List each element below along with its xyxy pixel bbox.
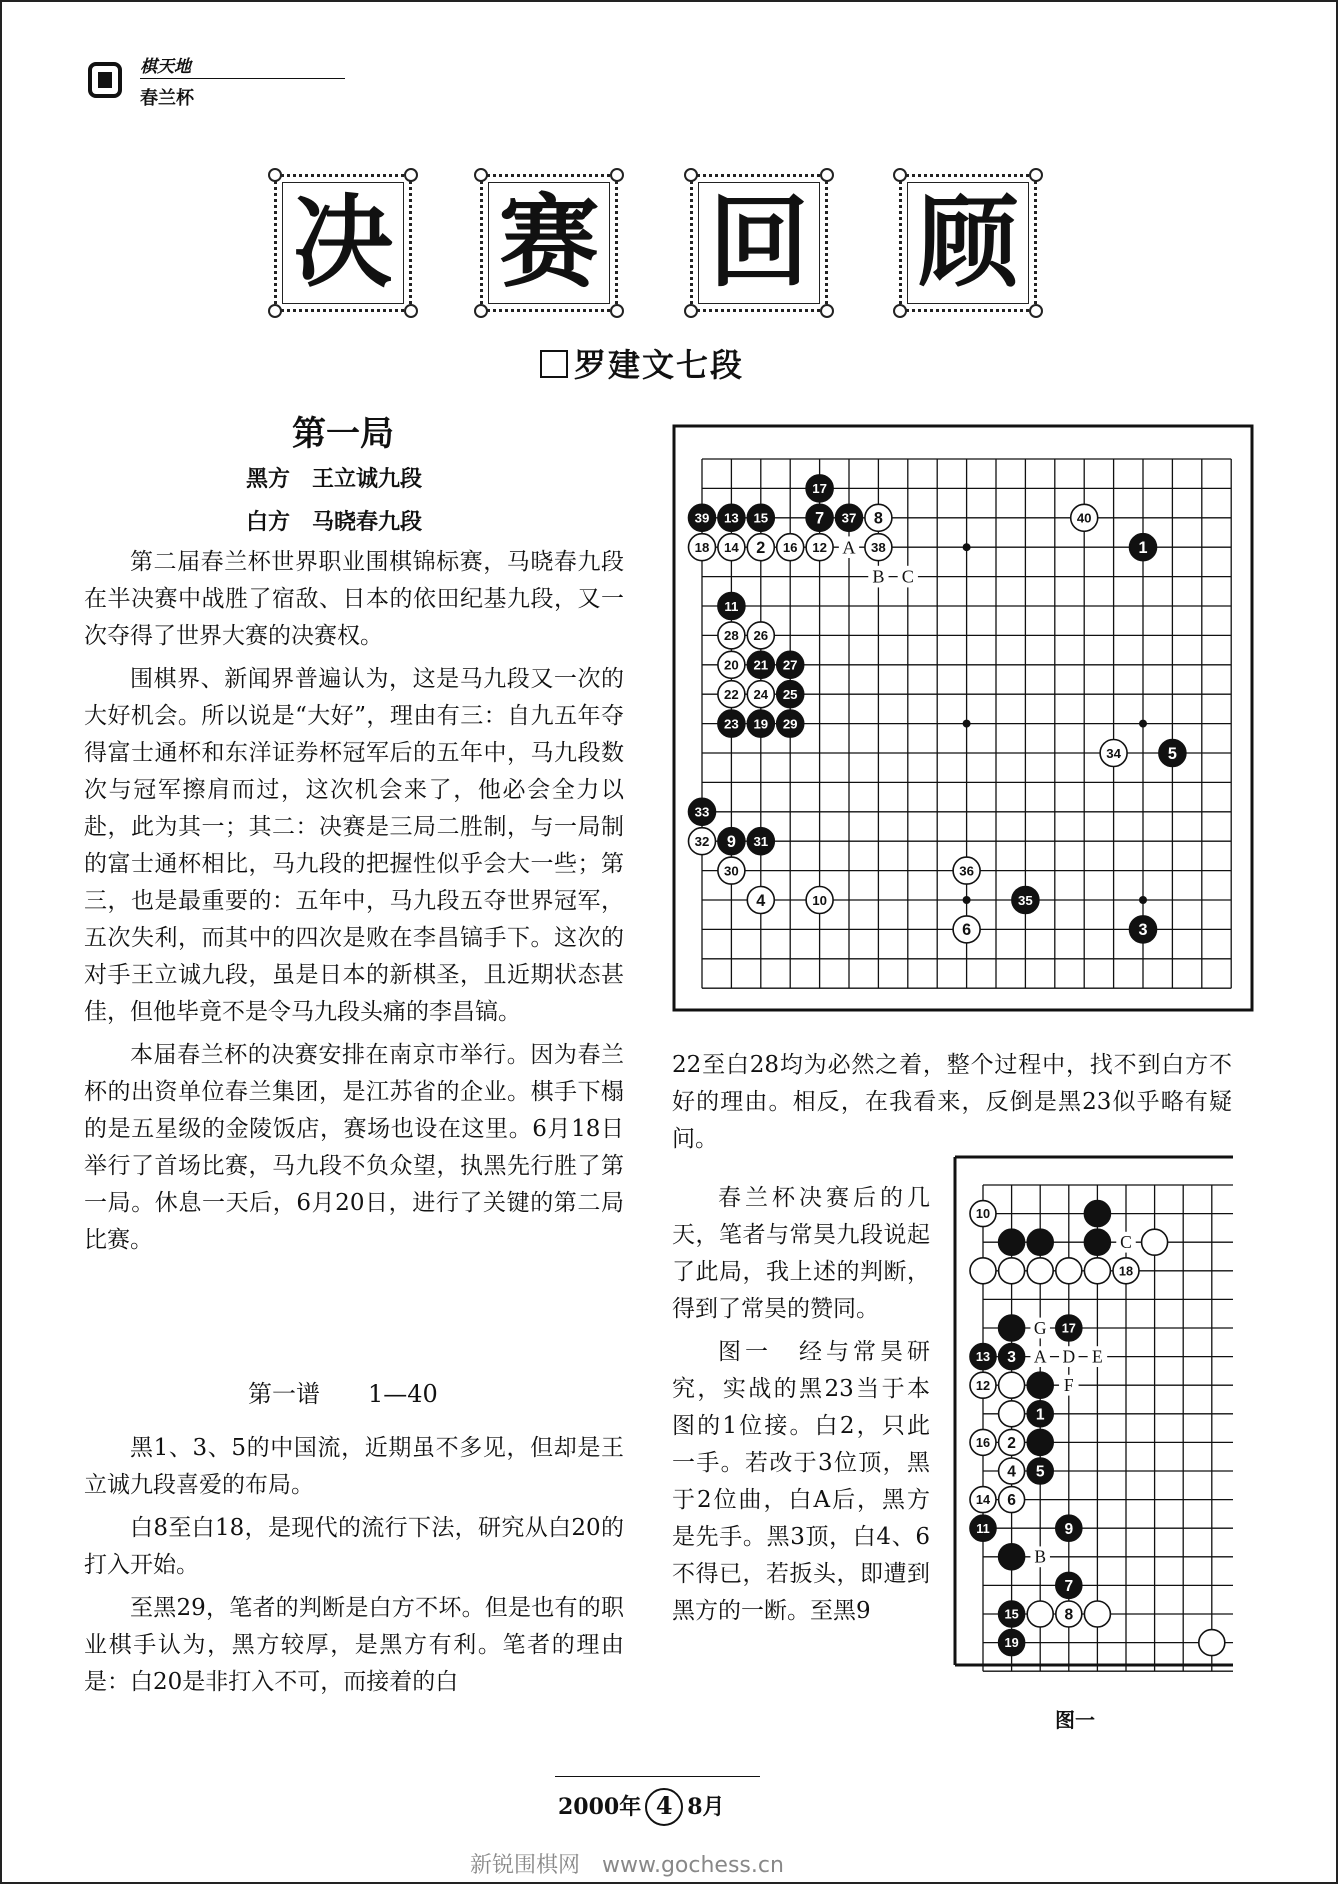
paragraph: 围棋界、新闻界普遍认为，这是马九段又一次的大好机会。所以说是“大好”，理由有三：自九五年夺得富士通杯和东洋证券杯冠军后的五年中，马九段数次与冠军擦肩而过，这次机会来了，他必会全力以赴，此为其一；其二：决赛是三局二胜制，与一局制的富士通杯相比，马九段的把握性似乎会大一些；第三，也是最重要的：五年中，马九段五夺世界冠军，五次失利，而其中的四次是败在李昌镐手下。这次的对手王立诚九段，虽是日本的新棋圣，且近期状态甚佳，但他毕竟不是令马九段头痛的李昌镐。	[84, 666, 624, 1025]
move-number: 36	[959, 863, 974, 879]
move-number: 10	[812, 892, 827, 908]
ornament-icon	[268, 168, 282, 182]
move-number: 14	[975, 1492, 991, 1508]
move-number: 8	[873, 509, 883, 528]
ornament-icon	[404, 304, 418, 318]
move-number: 35	[1018, 892, 1033, 908]
white-stone	[1084, 1601, 1110, 1627]
move-number: 6	[962, 921, 972, 940]
black-stone	[1084, 1229, 1110, 1255]
ornament-icon	[1029, 304, 1043, 318]
move-number: 28	[724, 628, 739, 644]
author-byline	[540, 340, 744, 386]
move-number: 5	[1035, 1463, 1045, 1481]
move-number: 30	[724, 863, 739, 879]
white-stone	[1027, 1601, 1053, 1627]
title-tile	[474, 168, 624, 318]
move-number: 2	[756, 539, 766, 558]
black-stone	[999, 1229, 1025, 1255]
move-number: 17	[1061, 1320, 1076, 1336]
black-stone	[1027, 1372, 1053, 1398]
move-number: 10	[975, 1206, 991, 1222]
game-title: 第一局	[292, 414, 394, 454]
point-label: E	[1092, 1346, 1103, 1367]
point-label: C	[901, 566, 914, 587]
black-stone	[1084, 1201, 1110, 1227]
title-char: 赛	[499, 184, 599, 301]
paragraph: 图一 经与常昊研究，实战的黑23当于本图的1位接。白2，只此一手。若改于3位顶，黑于2位曲，白A后，黑方是先手。黑3顶，白4、6不得已，若扳头，即遭到黑方的一断。至黑9	[672, 1339, 930, 1624]
footer-month: 8月	[687, 1794, 725, 1820]
move-number: 29	[782, 716, 798, 732]
point-label: A	[842, 537, 856, 558]
white-stone	[999, 1401, 1025, 1427]
move-number: 16	[975, 1434, 991, 1450]
move-number: 33	[694, 804, 710, 820]
paragraph: 22至白28均为必然之着，整个过程中，找不到白方不好的理由。相反，在我看来，反倒是黑23似乎略有疑问。	[672, 1052, 1232, 1152]
move-number: 26	[753, 628, 769, 644]
white-stone	[1199, 1630, 1225, 1656]
point-label: A	[1033, 1346, 1047, 1367]
move-number: 27	[782, 657, 798, 673]
ornament-icon	[610, 168, 624, 182]
ornament-icon	[610, 304, 624, 318]
section-name: 第一谱	[248, 1380, 320, 1408]
ornament-icon	[893, 168, 907, 182]
title-char: 回	[709, 184, 809, 301]
title-tile	[893, 168, 1043, 318]
header-magazine-name: 棋天地	[140, 57, 191, 77]
ornament-icon	[684, 168, 698, 182]
move-number: 16	[782, 539, 798, 555]
article-body-left	[84, 544, 624, 1265]
move-number: 40	[1076, 510, 1092, 526]
paragraph: 至黑29，笔者的判断是白方不坏。但是也有的职业棋手认为，黑方较厚，是黑方有利。笔者的理由是：白20是非打入不可，而接着的白	[84, 1595, 624, 1695]
move-number: 9	[726, 833, 736, 852]
point-label: C	[1120, 1232, 1132, 1253]
title-tile	[268, 168, 418, 318]
move-number: 2	[1007, 1435, 1016, 1453]
footer-rule	[555, 1776, 760, 1777]
move-number: 25	[782, 686, 798, 702]
header-column-name: 春兰杯	[140, 88, 194, 109]
white-stone	[1056, 1258, 1082, 1284]
paragraph: 春兰杯决赛后的几天，笔者与常昊九段说起了此局，我上述的判断，得到了常昊的赞同。	[672, 1185, 930, 1322]
white-stone	[1084, 1258, 1110, 1284]
point-label: G	[1033, 1317, 1047, 1338]
white-stone	[1142, 1229, 1168, 1255]
author-name: 罗建文七段	[574, 346, 745, 384]
move-number: 9	[1064, 1520, 1074, 1538]
move-number: 5	[1167, 744, 1177, 763]
black-stone	[999, 1544, 1025, 1570]
paragraph: 黑1、3、5的中国流，近期虽不多见，但却是王立诚九段喜爱的布局。	[84, 1435, 624, 1498]
black-stone	[999, 1315, 1025, 1341]
move-number: 23	[724, 716, 739, 732]
white-stone	[999, 1258, 1025, 1284]
ornament-icon	[474, 168, 488, 182]
ornament-icon	[268, 304, 282, 318]
black-stone	[1027, 1429, 1053, 1455]
move-number: 4	[1007, 1463, 1016, 1481]
black-stone	[1027, 1229, 1053, 1255]
move-number: 14	[724, 539, 739, 555]
move-number: 31	[753, 833, 769, 849]
move-number: 7	[1064, 1578, 1074, 1596]
move-number: 4	[756, 891, 766, 910]
section-moves: 1—40	[368, 1380, 438, 1408]
go-board-figure-1	[953, 1155, 1233, 1675]
move-number: 24	[753, 686, 769, 702]
move-number: 15	[1004, 1606, 1019, 1622]
move-number: 38	[871, 539, 886, 555]
move-number: 1	[1035, 1406, 1045, 1424]
paragraph: 本届春兰杯的决赛安排在南京市举行。因为春兰杯的出资单位春兰集团，是江苏省的企业。棋手下榻的是五星级的金陵饭店，赛场也设在这里。6月18日举行了首场比赛，马九段不负众望，执黑先行胜了第一局。休息一天后，6月20日，进行了关键的第二局比赛。	[84, 1042, 624, 1253]
star-point	[963, 720, 971, 728]
page-number: 4	[645, 1788, 683, 1826]
move-number: 34	[1106, 745, 1121, 761]
ornament-icon	[1029, 168, 1043, 182]
white-player: 白方 马晓春九段	[246, 510, 423, 535]
move-number: 3	[1138, 921, 1148, 940]
ornament-icon	[820, 168, 834, 182]
footer-date	[558, 1788, 725, 1826]
move-number: 13	[975, 1349, 991, 1365]
title-char: 决	[293, 184, 393, 301]
move-number: 8	[1064, 1606, 1074, 1624]
white-stone	[999, 1372, 1025, 1398]
move-number: 11	[724, 598, 739, 614]
ornament-icon	[404, 168, 418, 182]
ornament-icon	[684, 304, 698, 318]
title-tile	[684, 168, 834, 318]
article-body-right-top	[672, 1047, 1232, 1164]
move-number: 18	[694, 539, 710, 555]
section-heading	[248, 1374, 486, 1409]
go-board-main	[672, 424, 1256, 1016]
move-number: 19	[753, 716, 769, 732]
point-label: D	[1062, 1346, 1076, 1367]
move-number: 15	[753, 510, 769, 526]
move-number: 13	[724, 510, 739, 526]
move-number: 6	[1007, 1492, 1016, 1510]
move-number: 7	[815, 509, 825, 528]
magazine-logo-icon	[88, 62, 122, 98]
figure-caption: 图一	[1055, 1708, 1095, 1732]
ornament-icon	[820, 304, 834, 318]
header-rule	[140, 78, 345, 79]
move-number: 37	[841, 510, 857, 526]
article-body-right-narrow	[672, 1180, 930, 1636]
star-point	[963, 896, 971, 904]
paragraph: 第二届春兰杯世界职业围棋锦标赛，马晓春九段在半决赛中战胜了宿敌、日本的依田纪基九段，又一次夺得了世界大赛的决赛权。	[84, 549, 624, 649]
white-stone	[970, 1258, 996, 1284]
move-number: 21	[753, 657, 769, 673]
move-number: 18	[1118, 1263, 1134, 1279]
author-box-icon	[540, 350, 568, 378]
white-stone	[1027, 1258, 1053, 1284]
move-number: 32	[694, 833, 710, 849]
ornament-icon	[893, 304, 907, 318]
footer-year: 2000年	[558, 1794, 642, 1820]
star-point	[1139, 720, 1147, 728]
move-number: 22	[724, 686, 739, 702]
star-point	[963, 543, 971, 551]
move-number: 20	[724, 657, 739, 673]
move-number: 11	[976, 1520, 990, 1536]
star-point	[1139, 896, 1147, 904]
move-number: 19	[1004, 1635, 1019, 1651]
move-number: 1	[1138, 539, 1148, 558]
point-label: B	[872, 566, 885, 587]
article-body-left-2	[84, 1430, 624, 1707]
move-number: 12	[812, 539, 827, 555]
title-char: 顾	[918, 184, 1018, 301]
watermark: 新锐围棋网 www.gochess.cn	[470, 1853, 784, 1878]
move-number: 39	[694, 510, 710, 526]
move-number: 17	[812, 481, 827, 497]
point-label: F	[1063, 1375, 1074, 1396]
paragraph: 白8至白18，是现代的流行下法，研究从白20的打入开始。	[84, 1515, 624, 1578]
black-player: 黑方 王立诚九段	[246, 467, 423, 492]
ornament-icon	[474, 304, 488, 318]
move-number: 3	[1007, 1349, 1016, 1367]
point-label: B	[1034, 1546, 1047, 1567]
move-number: 12	[975, 1377, 991, 1393]
